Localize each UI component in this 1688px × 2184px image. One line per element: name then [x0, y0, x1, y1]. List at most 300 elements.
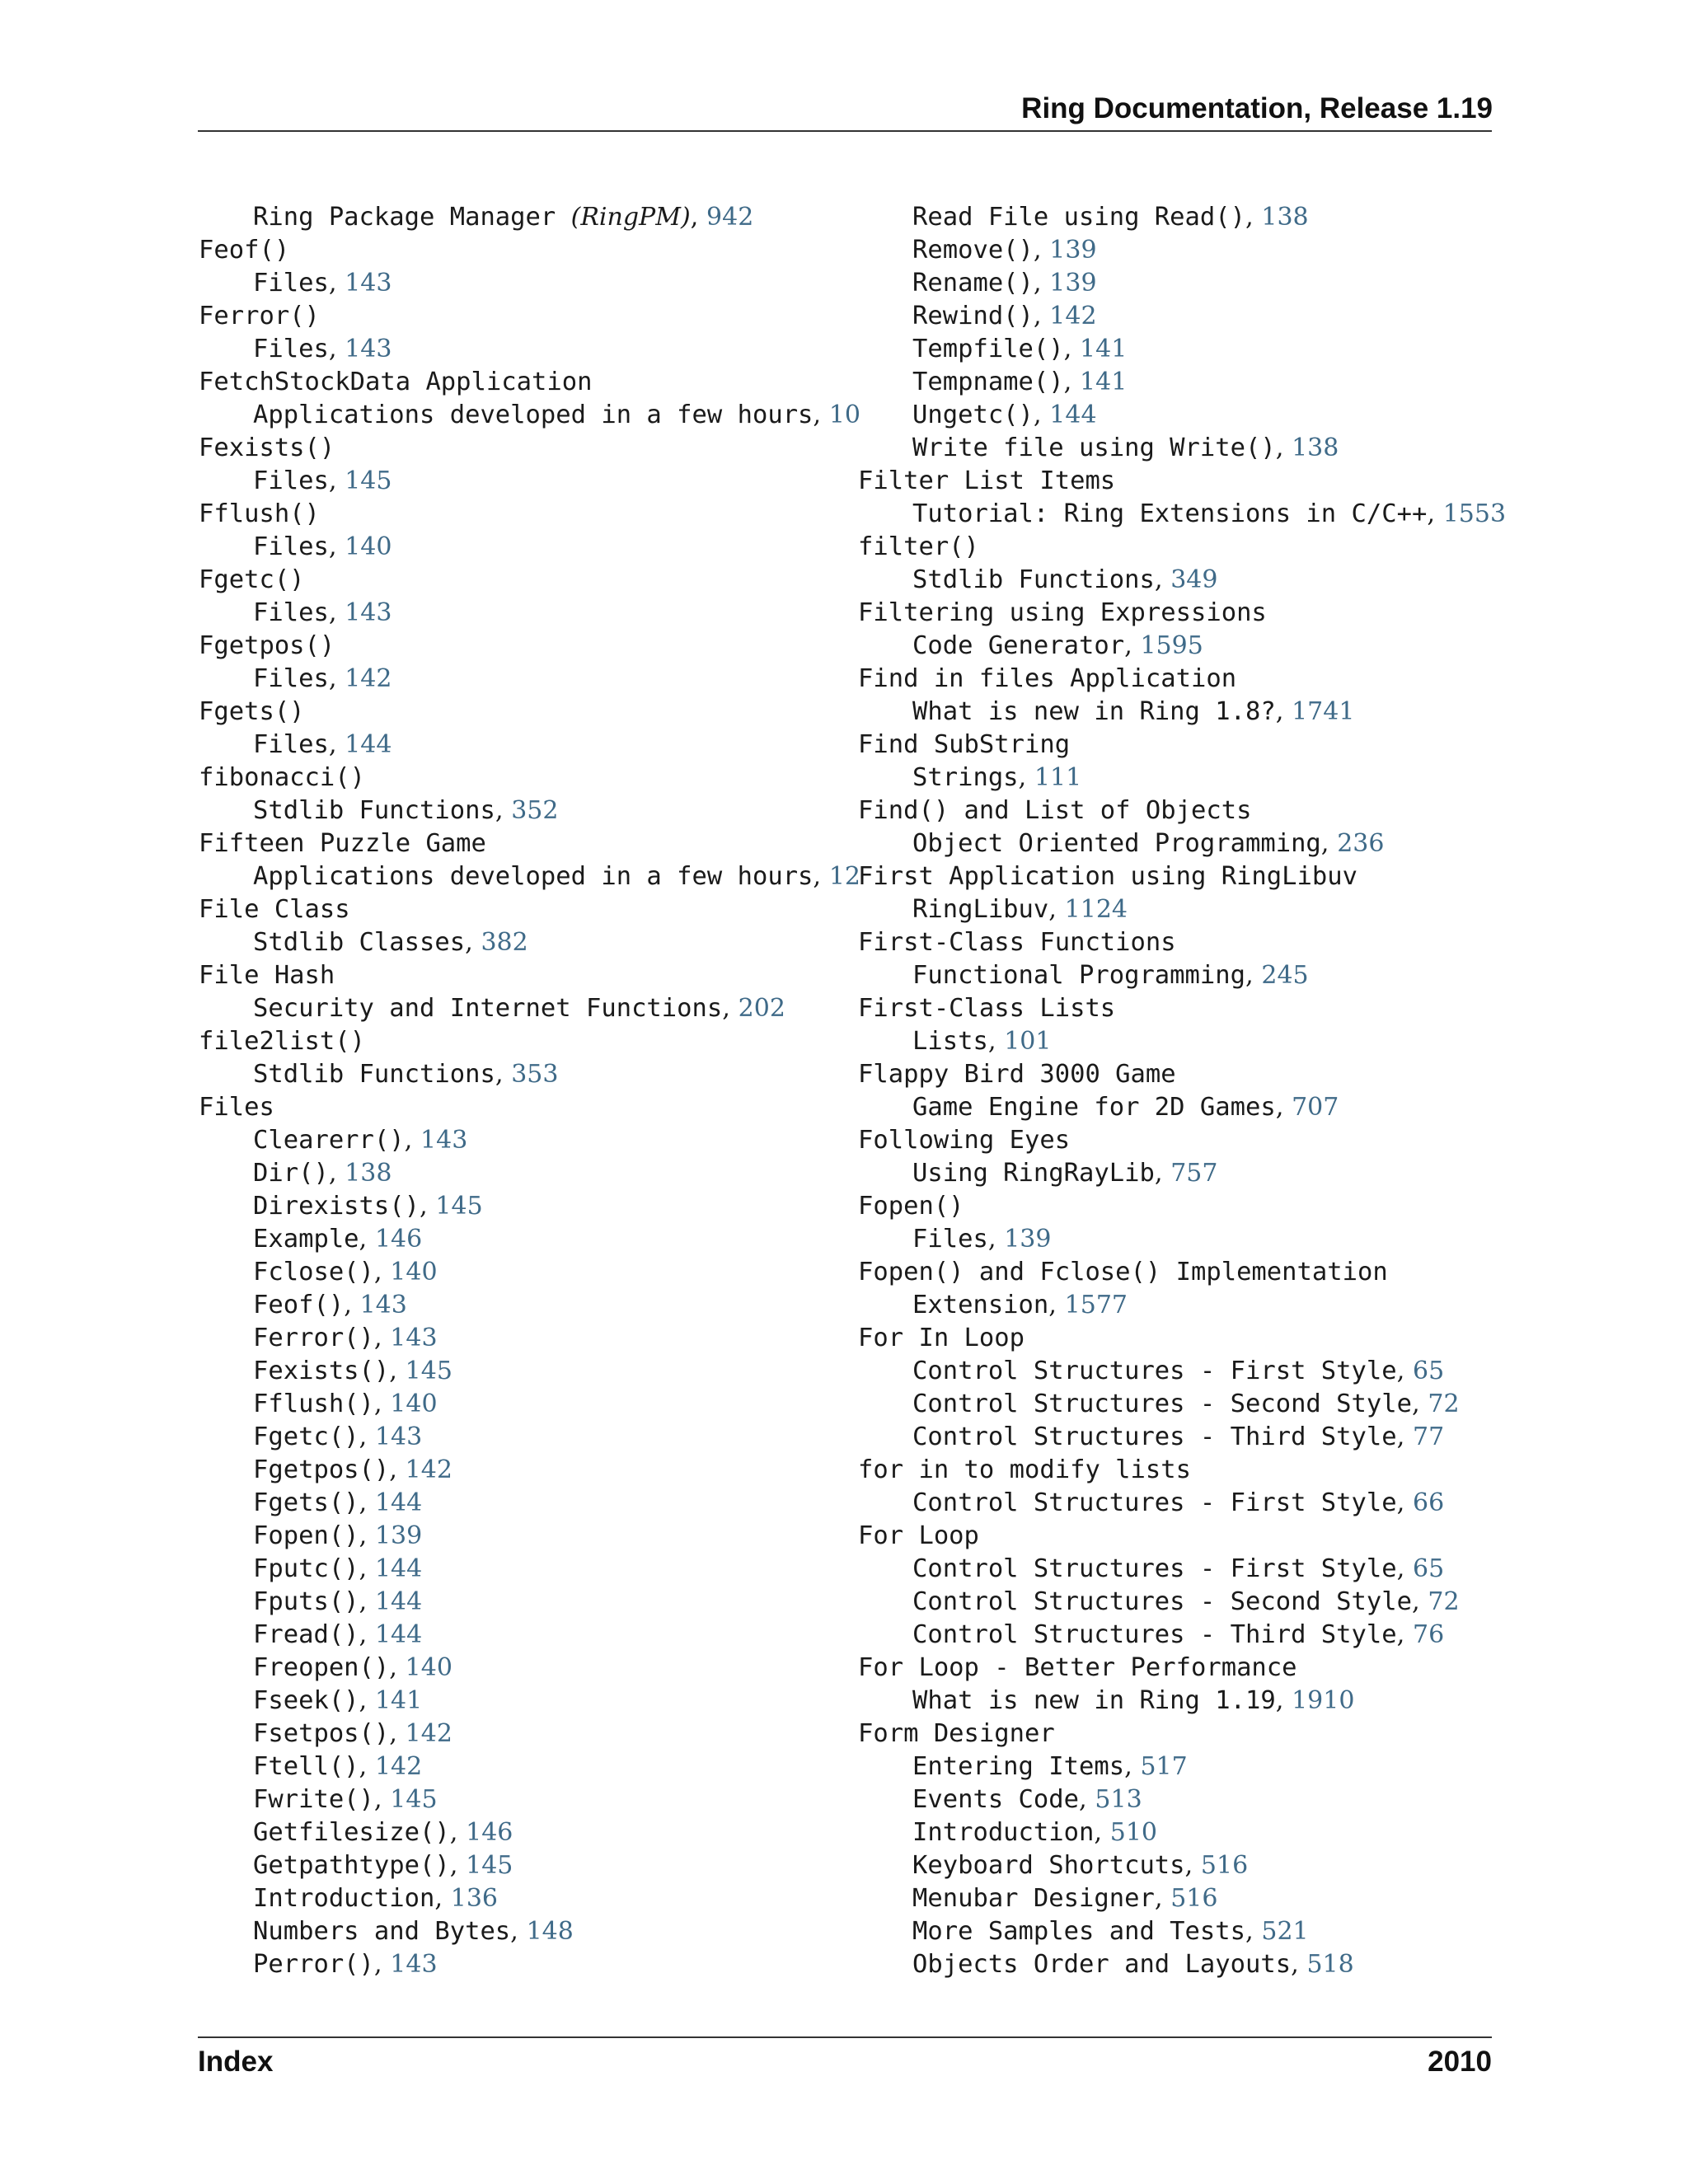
entry-text: For In Loop [858, 1324, 1025, 1352]
entry-separator: , [1048, 1291, 1065, 1319]
index-subentry [858, 696, 1506, 729]
entry-text: Files [912, 1225, 988, 1254]
index-entry [858, 1718, 1506, 1750]
entry-text: Files [253, 730, 329, 759]
index-entry [858, 794, 1506, 827]
page-number-link[interactable]: 236 [1337, 829, 1385, 858]
entry-text: Fopen() and Fclose() Implementation [858, 1258, 1388, 1286]
index-subentry [199, 1783, 860, 1816]
index-subentry [858, 1157, 1506, 1190]
entry-text: Dir() [253, 1159, 329, 1188]
page-number-link[interactable]: 143 [359, 1291, 407, 1319]
entry-text: Find() and List of Objects [858, 796, 1252, 825]
entry-separator: , [359, 1488, 375, 1517]
page-number-link[interactable]: 145 [345, 466, 392, 495]
entry-separator: , [328, 664, 345, 693]
entry-text: RingLibuv [912, 895, 1049, 924]
entry-text: Ungetc() [912, 401, 1034, 429]
page-number-link[interactable]: 1595 [1140, 631, 1203, 660]
index-subentry [199, 1157, 860, 1190]
index-entry [858, 1256, 1506, 1289]
entry-separator: , [1396, 1488, 1413, 1517]
index-subentry [199, 1190, 860, 1223]
page-number-link[interactable]: 382 [481, 928, 528, 957]
entry-separator: , [1048, 895, 1065, 924]
page-number-link[interactable]: 518 [1306, 1950, 1354, 1979]
entry-text: Fgets() [199, 697, 305, 726]
entry-separator: , [722, 994, 738, 1023]
index-subentry [199, 465, 860, 498]
entry-separator: , [813, 862, 829, 891]
footer-rule [198, 2036, 1492, 2038]
entry-separator: , [373, 1324, 391, 1352]
index-subentry [858, 1915, 1506, 1948]
page-number-link[interactable]: 145 [390, 1785, 438, 1814]
page-number-link[interactable]: 10 [828, 401, 860, 429]
entry-text: What is new in Ring 1.8? [912, 697, 1276, 726]
entry-separator: , [813, 401, 829, 429]
index-subentry [858, 762, 1506, 794]
entry-separator: , [359, 1521, 375, 1550]
index-subentry [199, 1124, 860, 1157]
entry-separator: , [328, 598, 345, 627]
page-number-link[interactable]: 1577 [1064, 1291, 1128, 1319]
index-subentry [199, 1816, 860, 1849]
entry-text: First-Class Functions [858, 928, 1176, 957]
entry-text: filter() [858, 532, 979, 561]
entry-separator: , [1154, 1159, 1171, 1188]
page-number-link[interactable]: 1124 [1064, 895, 1128, 924]
index-entry [199, 234, 860, 267]
page-number-link[interactable]: 517 [1140, 1752, 1188, 1781]
entry-text: Flappy Bird 3000 Game [858, 1060, 1176, 1089]
index-subentry [199, 1487, 860, 1520]
page-number-link[interactable]: 140 [405, 1653, 452, 1682]
page-number-link[interactable]: 141 [1080, 335, 1128, 363]
entry-text: Tempfile() [912, 335, 1064, 363]
entry-text: fibonacci() [199, 763, 365, 792]
entry-text: Files [253, 598, 329, 627]
page-number-link[interactable]: 12 [828, 862, 860, 891]
index-entry [858, 1190, 1506, 1223]
entry-separator: , [1291, 1950, 1307, 1979]
page-number-link[interactable]: 140 [390, 1258, 438, 1286]
entry-text: Ftell() [253, 1752, 359, 1781]
entry-text: Object Oriented Programming [912, 829, 1321, 858]
index-subentry [858, 1816, 1506, 1849]
index-subentry [199, 267, 860, 300]
entry-separator: , [495, 1060, 512, 1089]
header-rule [198, 130, 1492, 132]
running-header-title: Ring Documentation, Release 1.19 [1021, 92, 1493, 124]
entry-text: Fopen() [858, 1192, 964, 1221]
entry-separator: , [690, 203, 707, 232]
entry-separator: , [1063, 335, 1081, 363]
entry-separator: , [1154, 565, 1171, 594]
entry-separator: , [449, 1818, 467, 1847]
page-number-link[interactable]: 143 [345, 269, 392, 298]
entry-separator: , [1396, 1620, 1413, 1649]
entry-text: Files [199, 1093, 274, 1122]
entry-separator: , [389, 1653, 406, 1682]
entry-separator: , [359, 1752, 375, 1781]
index-subentry [858, 630, 1506, 663]
index-subentry [858, 1685, 1506, 1718]
entry-separator: , [359, 1554, 375, 1583]
entry-separator: , [359, 1225, 375, 1254]
index-subentry [858, 1553, 1506, 1586]
index-subentry [199, 729, 860, 762]
entry-separator: , [1396, 1554, 1413, 1583]
entry-text: Lists [912, 1027, 988, 1056]
index-subentry [199, 201, 860, 234]
index-entry [199, 630, 860, 663]
page-number-link[interactable]: 72 [1428, 1587, 1460, 1616]
page-number-link[interactable]: 1553 [1442, 499, 1507, 528]
entry-text: Rewind() [912, 302, 1034, 330]
entry-text: For Loop - Better Performance [858, 1653, 1297, 1682]
entry-text: Tutorial: Ring Extensions in C/C++ [912, 499, 1428, 528]
index-subentry [858, 893, 1506, 926]
index-subentry [858, 1750, 1506, 1783]
index-subentry [199, 1718, 860, 1750]
entry-text: Control Structures - Third Style [912, 1422, 1397, 1451]
entry-text: FetchStockData Application [199, 368, 593, 396]
entry-text: Fgets() [253, 1488, 359, 1517]
index-subentry [199, 1915, 860, 1948]
page-number-link[interactable]: 510 [1109, 1818, 1158, 1847]
index-subentry [199, 1058, 860, 1091]
page-number-link[interactable]: 145 [466, 1851, 513, 1880]
index-subentry [858, 1619, 1506, 1652]
entry-text: Control Structures - Second Style [912, 1390, 1412, 1418]
index-entry [858, 465, 1506, 498]
page-number-link[interactable]: 143 [420, 1126, 468, 1155]
page-number-link[interactable]: 141 [374, 1686, 423, 1715]
entry-text: Fclose() [253, 1258, 374, 1286]
index-entry [858, 1454, 1506, 1487]
index-subentry [199, 333, 860, 366]
page-number-link[interactable]: 143 [390, 1950, 438, 1979]
entry-separator: , [359, 1422, 375, 1451]
page-number-link[interactable]: 76 [1413, 1620, 1445, 1649]
entry-text: Numbers and Bytes [253, 1917, 511, 1946]
entry-separator: , [1033, 401, 1050, 429]
index-subentry [199, 663, 860, 696]
entry-text: Ring Package Manager [253, 203, 571, 232]
index-entry [858, 663, 1506, 696]
page-number-link[interactable]: 144 [374, 1554, 423, 1583]
page-number-link[interactable]: 1910 [1292, 1686, 1355, 1715]
entry-text: Find in files Application [858, 664, 1237, 693]
index-entry [199, 300, 860, 333]
index-subentry [199, 1421, 860, 1454]
entry-separator: , [328, 730, 345, 759]
entry-separator: , [328, 335, 345, 363]
page-number-link[interactable]: 707 [1292, 1093, 1339, 1122]
entry-text: Files [253, 269, 329, 298]
entry-text: Stdlib Functions [253, 1060, 495, 1089]
page-number-link[interactable]: 142 [405, 1719, 452, 1748]
page-number-link[interactable]: 65 [1413, 1357, 1445, 1385]
entry-text: Tempname() [912, 368, 1064, 396]
index-subentry [199, 1388, 860, 1421]
entry-text: Feof() [253, 1291, 345, 1319]
page-number-link[interactable]: 942 [706, 203, 754, 232]
page-number-link[interactable]: 349 [1170, 565, 1218, 594]
entry-separator: , [1079, 1785, 1095, 1814]
index-entry [858, 926, 1506, 959]
entry-text: Control Structures - Second Style [912, 1587, 1412, 1616]
index-entry [199, 893, 860, 926]
index-entry [199, 366, 860, 399]
index-entry [858, 1058, 1506, 1091]
page-number-link[interactable]: 140 [390, 1390, 438, 1418]
index-column-left [199, 201, 860, 1981]
page-number-link[interactable]: 521 [1261, 1917, 1309, 1946]
entry-text: Direxists() [253, 1192, 420, 1221]
entry-text: Filtering using Expressions [858, 598, 1267, 627]
entry-text: Control Structures - First Style [912, 1488, 1397, 1517]
entry-separator: , [359, 1587, 375, 1616]
index-subentry [199, 1289, 860, 1322]
entry-separator: , [1184, 1851, 1201, 1880]
index-subentry [858, 959, 1506, 992]
index-subentry [199, 1355, 860, 1388]
footer-page-number: 2010 [1428, 2046, 1492, 2078]
entry-text: Applications developed in a few hours [253, 401, 814, 429]
page-number-link[interactable]: 1741 [1292, 697, 1355, 726]
entry-text: Fread() [253, 1620, 359, 1649]
entry-separator: , [373, 1390, 391, 1418]
entry-text: Example [253, 1225, 359, 1254]
page-number-link[interactable]: 513 [1095, 1785, 1142, 1814]
index-entry [858, 992, 1506, 1025]
entry-text: Fgetc() [199, 565, 305, 594]
index-subentry [199, 1586, 860, 1619]
page-number-link[interactable]: 148 [526, 1917, 574, 1946]
page-number-link[interactable]: 111 [1034, 763, 1082, 792]
page-number-link[interactable]: 66 [1413, 1488, 1445, 1517]
page-number-link[interactable]: 138 [1292, 434, 1339, 462]
entry-text: Keyboard Shortcuts [912, 1851, 1185, 1880]
page-number-link[interactable]: 143 [390, 1324, 438, 1352]
page-number-link[interactable]: 353 [511, 1060, 559, 1089]
index-subentry [199, 1685, 860, 1718]
page-number-link[interactable]: 139 [1049, 269, 1097, 298]
page-number-link[interactable]: 72 [1428, 1390, 1460, 1418]
page-number-link[interactable]: 245 [1261, 961, 1309, 990]
entry-separator: , [1124, 631, 1141, 660]
page-number-link[interactable]: 139 [1049, 236, 1097, 265]
entry-separator: , [359, 1620, 375, 1649]
page-number-link[interactable]: 516 [1200, 1851, 1249, 1880]
index-subentry [199, 1882, 860, 1915]
entry-separator: , [404, 1126, 421, 1155]
index-subentry [199, 1750, 860, 1783]
entry-text: Control Structures - First Style [912, 1554, 1397, 1583]
entry-text: Ferror() [199, 302, 320, 330]
entry-text: Rename() [912, 269, 1034, 298]
index-subentry [199, 1322, 860, 1355]
page-number-link[interactable]: 138 [345, 1159, 392, 1188]
page-number-link[interactable]: 138 [1261, 203, 1309, 232]
page-number-link[interactable]: 145 [435, 1192, 483, 1221]
entry-text: Getpathtype() [253, 1851, 450, 1880]
page-number-link[interactable]: 143 [374, 1422, 423, 1451]
index-subentry [858, 300, 1506, 333]
entry-separator: , [1275, 697, 1292, 726]
entry-text: Events Code [912, 1785, 1079, 1814]
page-number-link[interactable]: 757 [1170, 1159, 1218, 1188]
entry-separator: , [1033, 302, 1050, 330]
entry-separator: , [987, 1225, 1005, 1254]
index-subentry [199, 1256, 860, 1289]
entry-separator: , [465, 928, 481, 957]
entry-separator: , [389, 1719, 406, 1748]
entry-text: First-Class Lists [858, 994, 1116, 1023]
index-entry [858, 1124, 1506, 1157]
index-entry [858, 531, 1506, 564]
page-number-link[interactable]: 139 [1004, 1225, 1052, 1254]
index-subentry [199, 1948, 860, 1981]
page-number-link[interactable]: 352 [511, 796, 559, 825]
entry-separator: , [1245, 203, 1262, 232]
entry-separator: , [359, 1686, 375, 1715]
footer-section-label: Index [198, 2046, 274, 2078]
index-subentry [199, 399, 860, 432]
page-number-link[interactable]: 516 [1170, 1884, 1218, 1913]
page-number-link[interactable]: 77 [1413, 1422, 1445, 1451]
entry-separator: , [328, 1159, 345, 1188]
page-number-link[interactable]: 144 [374, 1488, 423, 1517]
index-subentry [199, 531, 860, 564]
page-number-link[interactable]: 144 [1049, 401, 1097, 429]
index-entry [199, 959, 860, 992]
entry-text: Remove() [912, 236, 1034, 265]
page-number-link[interactable]: 139 [374, 1521, 423, 1550]
entry-separator: , [495, 796, 512, 825]
index-entry [199, 564, 860, 597]
entry-text: Fsetpos() [253, 1719, 390, 1748]
entry-separator: , [1320, 829, 1338, 858]
index-entry [858, 1322, 1506, 1355]
entry-separator: , [1063, 368, 1081, 396]
entry-text: Stdlib Functions [253, 796, 495, 825]
entry-text: Form Designer [858, 1719, 1055, 1748]
entry-text: Security and Internet Functions [253, 994, 723, 1023]
index-subentry [199, 1619, 860, 1652]
index-entry [199, 432, 860, 465]
entry-separator: , [1275, 1686, 1292, 1715]
entry-text: Fseek() [253, 1686, 359, 1715]
entry-text: Game Engine for 2D Games [912, 1093, 1276, 1122]
entry-separator: , [1094, 1818, 1110, 1847]
entry-text: For Loop [858, 1521, 979, 1550]
index-subentry [199, 860, 860, 893]
entry-separator: , [1396, 1422, 1413, 1451]
page-number-link[interactable]: 143 [345, 335, 392, 363]
index-subentry [858, 1091, 1506, 1124]
entry-text: File Hash [199, 961, 335, 990]
page-number-link[interactable]: 65 [1413, 1554, 1445, 1583]
page-number-link[interactable]: 101 [1004, 1027, 1052, 1056]
index-subentry [199, 1223, 860, 1256]
page-number-link[interactable]: 142 [345, 664, 392, 693]
entry-separator: , [1124, 1752, 1141, 1781]
index-entry [199, 1025, 860, 1058]
entry-separator: , [1154, 1884, 1171, 1913]
page-number-link[interactable]: 144 [374, 1587, 423, 1616]
index-subentry [199, 794, 860, 827]
index-entry [858, 1520, 1506, 1553]
entry-separator: , [1411, 1390, 1428, 1418]
page-number-link[interactable]: 142 [374, 1752, 423, 1781]
page-number-link[interactable]: 145 [405, 1357, 452, 1385]
page-number-link[interactable]: 142 [405, 1455, 452, 1484]
index-subentry [199, 992, 860, 1025]
entry-separator: , [328, 466, 345, 495]
entry-text: Fgetpos() [253, 1455, 390, 1484]
page-number-link[interactable]: 141 [1080, 368, 1128, 396]
page-number-link[interactable]: 136 [450, 1884, 499, 1913]
index-subentry [199, 597, 860, 630]
entry-text: Perror() [253, 1950, 374, 1979]
entry-text: Control Structures - Third Style [912, 1620, 1397, 1649]
entry-text: Fputs() [253, 1587, 359, 1616]
index-subentry [199, 1849, 860, 1882]
entry-text: Introduction [912, 1818, 1095, 1847]
page-number-link[interactable]: 146 [374, 1225, 423, 1254]
index-subentry [858, 1586, 1506, 1619]
index-column-right [858, 201, 1506, 1981]
page-number-link[interactable]: 202 [738, 994, 785, 1023]
entry-separator: , [1033, 269, 1050, 298]
entry-text: Read File using Read() [912, 203, 1245, 232]
entry-text: Functional Programming [912, 961, 1245, 990]
entry-separator: , [510, 1917, 527, 1946]
entry-separator: , [373, 1258, 391, 1286]
entry-separator: , [389, 1357, 406, 1385]
index-subentry [858, 1388, 1506, 1421]
page-number-link[interactable]: 142 [1049, 302, 1097, 330]
index-subentry [858, 498, 1506, 531]
entry-separator: , [1018, 763, 1034, 792]
entry-text: Fflush() [199, 499, 320, 528]
index-entry [199, 827, 860, 860]
entry-text: Menubar Designer [912, 1884, 1155, 1913]
index-entry [858, 597, 1506, 630]
entry-text: Introduction [253, 1884, 435, 1913]
page-number-link[interactable]: 146 [466, 1818, 513, 1847]
index-subentry [858, 399, 1506, 432]
index-subentry [858, 1025, 1506, 1058]
entry-separator: , [328, 269, 345, 298]
entry-text: Files [253, 532, 329, 561]
page-number-link[interactable]: 144 [374, 1620, 423, 1649]
page-number-link[interactable]: 143 [345, 598, 392, 627]
entry-text: Using RingRayLib [912, 1159, 1155, 1188]
entry-separator: , [987, 1027, 1005, 1056]
page-number-link[interactable]: 144 [345, 730, 392, 759]
entry-text: Fflush() [253, 1390, 374, 1418]
entry-text: Objects Order and Layouts [912, 1950, 1292, 1979]
entry-text: Stdlib Functions [912, 565, 1155, 594]
page-number-link[interactable]: 140 [345, 532, 392, 561]
entry-text: Strings [912, 763, 1019, 792]
entry-text: for in to modify lists [858, 1455, 1191, 1484]
index-subentry [858, 1783, 1506, 1816]
